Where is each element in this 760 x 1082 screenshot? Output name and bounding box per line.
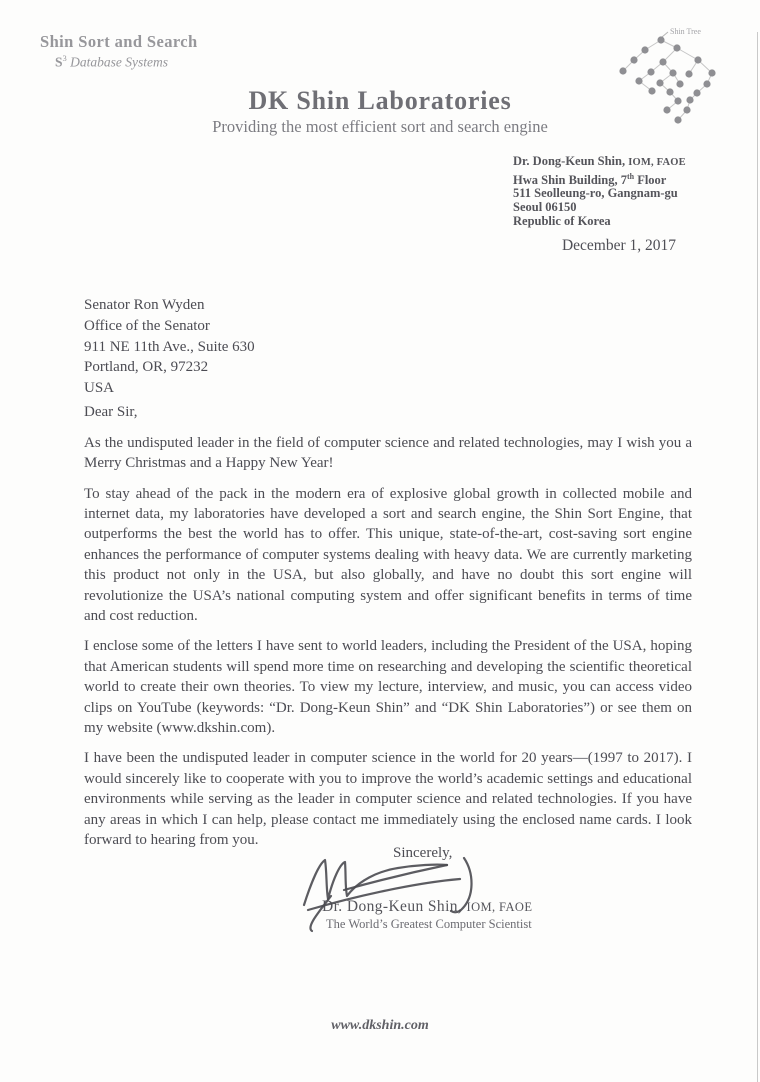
recipient-line: Senator Ron Wyden bbox=[84, 297, 205, 313]
brand-s: S bbox=[55, 54, 63, 70]
body-paragraph-3: I enclose some of the letters I have sent to world leaders, including the President of the USA, hoping that American students will spend more time on researching and developing the scientific theoretical world to create their own theories. To view my lecture, interview, and music, you can access video clips on YouTube (keywords: “Dr. Dong-Keun Shin” and “DK Shin Laboratories”) or see them on my website (www.dkshin.com). bbox=[84, 638, 692, 737]
sender-city-line: Seoul 06150 bbox=[513, 199, 577, 214]
body-paragraph-4: I have been the undisputed leader in computer science in the world for 20 years—(1997 to 2017). I would sincerely like to cooperate with you to improve the world’s academic settings and educational environments while serving as the leader in computer science and related technologies. If you have any areas in which I can help, please contact me immediately using the enclosed name cards. I look forward to hearing from you. bbox=[84, 750, 692, 849]
footer-website: www.dkshin.com bbox=[331, 1018, 429, 1033]
signer-honors: IOM, FAOE bbox=[466, 900, 533, 914]
sender-country-line: Republic of Korea bbox=[513, 213, 611, 228]
brand-s-exponent: 3 bbox=[62, 53, 67, 63]
signer-title: The World’s Greatest Computer Scientist bbox=[326, 917, 532, 931]
body-paragraph-2: To stay ahead of the pack in the modern era of explosive global growth in collected mobile and internet data, my laboratories have developed a sort and search engine, the Shin Sort Engine, that outperforms the best the world has to offer. This unique, state-of-the-art, cost-saving sort engine enhances the performance of computer systems dealing with heavy data. We are currently marketing this product not only in the USA, but also globally, and have no doubt this sort engine will revolutionize the USA’s national computing system and offer significant benefits in terms of time and cost reduction. bbox=[84, 485, 692, 625]
brand-lockup bbox=[40, 32, 198, 71]
valediction: Sincerely, bbox=[393, 845, 453, 861]
masthead bbox=[0, 86, 760, 137]
recipient-line: Office of the Senator bbox=[84, 317, 210, 334]
recipient-line: USA bbox=[84, 380, 115, 397]
letter-body bbox=[84, 295, 692, 851]
body-paragraph-1: As the undisputed leader in the field of computer science and related technologies, may I wish you a Merry Christmas and a Happy New Year! bbox=[84, 434, 692, 472]
handwritten-signature-image bbox=[298, 853, 483, 933]
company-tagline: Providing the most efficient sort and search engine bbox=[212, 117, 548, 136]
recipient-line: 911 NE 11th Ave., Suite 630 bbox=[84, 338, 255, 355]
sender-honors: IOM, FAOE bbox=[628, 157, 686, 168]
signer-name: Dr. Dong-Keun Shin, bbox=[322, 898, 463, 915]
scan-edge-line bbox=[757, 32, 758, 1082]
sender-street-line: 511 Seolleung-ro, Gangnam-gu bbox=[513, 186, 678, 201]
sender-building-line: Hwa Shin Building, 7th Floor bbox=[513, 171, 667, 187]
recipient-line: Portland, OR, 97232 bbox=[84, 359, 209, 376]
sender-name-line bbox=[513, 155, 686, 170]
brand-subtitle bbox=[55, 53, 198, 71]
sender-name: Dr. Dong-Keun Shin, bbox=[513, 154, 626, 168]
salutation: Dear Sir, bbox=[84, 403, 138, 420]
recipient-address-block bbox=[84, 295, 692, 399]
tree-logo-label: Shin Tree bbox=[670, 27, 701, 36]
tree-label-connector bbox=[662, 32, 668, 37]
brand-name: Shin Sort and Search bbox=[40, 32, 198, 51]
company-name: DK Shin Laboratories bbox=[248, 86, 512, 115]
brand-subtitle-text: Database Systems bbox=[70, 54, 169, 70]
sender-address-block bbox=[513, 155, 686, 228]
letter-date: December 1, 2017 bbox=[561, 237, 676, 254]
